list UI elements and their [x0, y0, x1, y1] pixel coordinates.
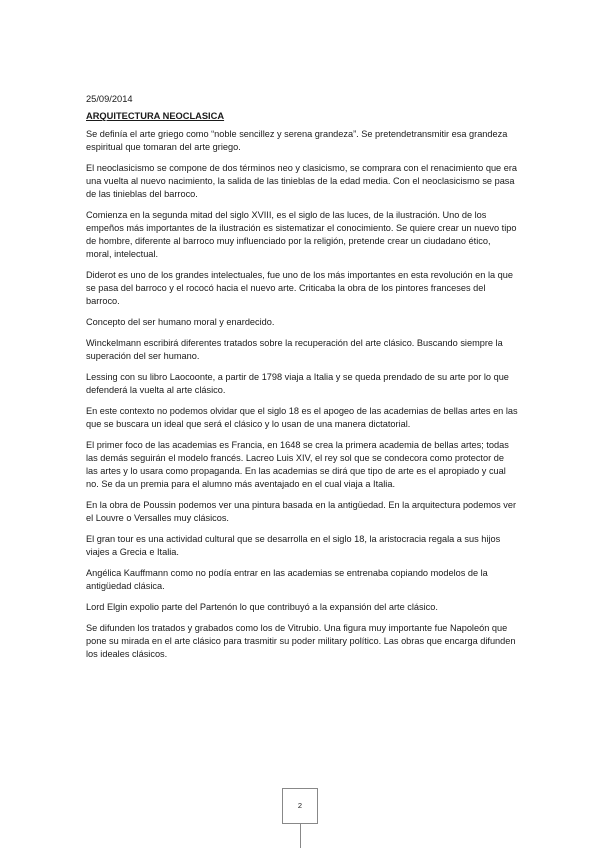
paragraph: El gran tour es una actividad cultural que se desarrolla en el siglo 18, la aristocracia regala a sus hijos viajes a Grecia e Italia.	[86, 534, 501, 557]
paragraph: Comienza en la segunda mitad del siglo XVIII, es el siglo de las luces, de la ilustración. Uno de los empeños más importantes de la ilustración es sistematizar el conocimiento. Se quiere crear un nuevo tipo de hombre, diferente al barroco muy influenciado por la religión, pretende crear un ciudadano ético, moral, intelectual.	[86, 210, 517, 259]
paragraph: Se definía el arte griego como “noble sencillez y serena grandeza”. Se pretendetransmitir esa grandeza espiritual que tomaran del arte griego.	[86, 129, 508, 152]
paragraph: Concepto del ser humano moral y enardecido.	[86, 317, 275, 327]
document-heading: ARQUITECTURA NEOCLASICA	[86, 111, 225, 121]
paragraph: El neoclasicismo se compone de dos términos neo y clasicismo, se comprara con el renacimiento que era una vuelta al nuevo nacimiento, la salida de las tinieblas de la edad media. Con el neoclasicismo se pasa de las tinieblas del barroco.	[86, 163, 517, 199]
paragraph: Diderot es uno de los grandes intelectuales, fue uno de los más importantes en esta revolución en la que se pasa del barroco y el rococó hacia el nuevo arte. Criticaba la obra de los pintores franceses del barroco.	[86, 270, 513, 306]
paragraph: Angélica Kauffmann como no podía entrar en las academias se entrenaba copiando modelos de la antigüedad clásica.	[86, 568, 488, 591]
paragraph: Lessing con su libro Laocoonte, a partir de 1798 viaja a Italia y se queda prendado de su arte por lo que defenderá la vuelta al arte clásico.	[86, 372, 509, 395]
paragraph: El primer foco de las academias es Francia, en 1648 se crea la primera academia de bellas artes; todas las demás seguirán el modelo francés. Lacreo Luis XIV, el rey sol que se condecora como protector de las artes y lo usara como propaganda. En las academias se dirá que tipo de arte es el apropiado y cual no. Se da un premia para el alumno más aventajado en el cual viaja a Italia.	[86, 440, 509, 489]
paragraph: En este contexto no podemos olvidar que el siglo 18 es el apogeo de las academias de bellas artes en las que se buscara un ideal que será el clásico y lo usan de una manera dictatorial.	[86, 406, 518, 429]
document-date: 25/09/2014	[86, 94, 133, 104]
paragraph: Lord Elgin expolio parte del Partenón lo que contribuyó a la expansión del arte clásico.	[86, 602, 438, 612]
page-number: 2	[282, 788, 318, 824]
paragraph: Se difunden los tratados y grabados como los de Vitrubio. Una figura muy importante fue Napoleón que pone su mirada en el arte clásico para trasmitir su poder military político. Las obras que encarga difunden los ideales clásicos.	[86, 623, 516, 659]
paragraph: Winckelmann escribirá diferentes tratados sobre la recuperación del arte clásico. Buscando siempre la superación del ser humano.	[86, 338, 503, 361]
paragraph: En la obra de Poussin podemos ver una pintura basada en la antigüedad. En la arquitectura podemos ver el Louvre o Versalles muy clásicos.	[86, 500, 517, 523]
document-page	[86, 94, 518, 669]
footer-divider	[300, 824, 301, 848]
